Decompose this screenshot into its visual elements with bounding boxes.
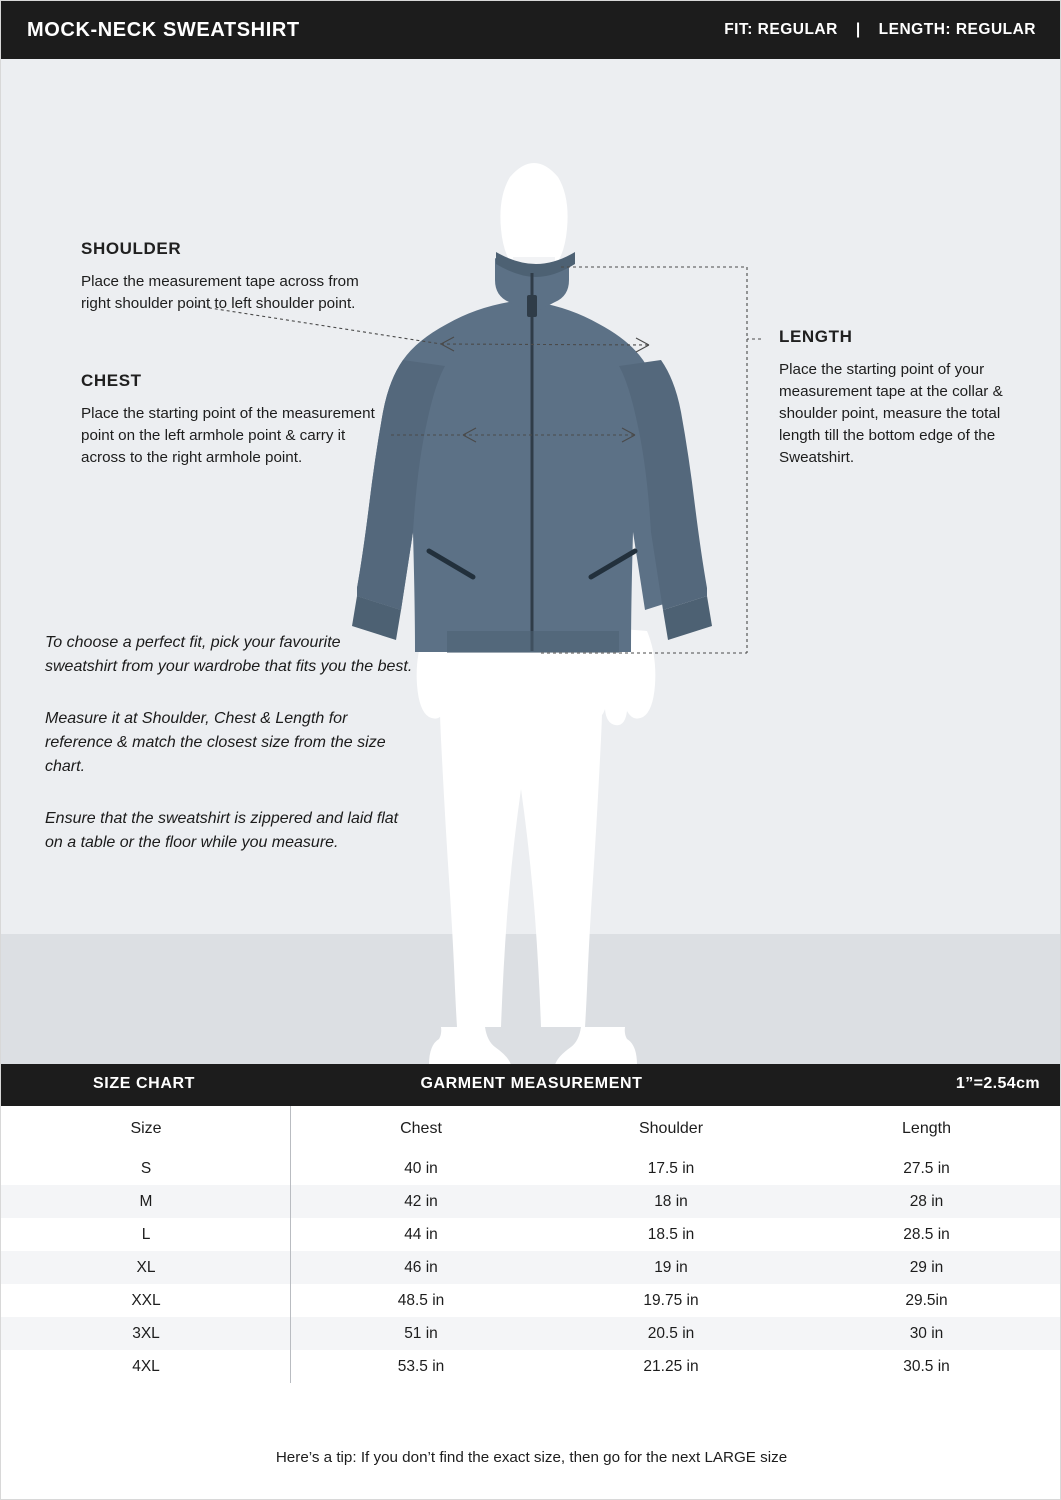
model-illustration bbox=[1, 59, 1061, 1064]
sizing-tip: Here’s a tip: If you don’t find the exact size, then go for the next LARGE size bbox=[275, 1449, 788, 1466]
fit-label: FIT: REGULAR bbox=[724, 21, 838, 38]
measuring-notes bbox=[45, 631, 415, 855]
table-header-row bbox=[1, 1106, 1061, 1152]
col-header-size: Size bbox=[1, 1106, 291, 1152]
table-row bbox=[1, 1251, 1061, 1284]
size-chart-label: SIZE CHART bbox=[93, 1075, 195, 1092]
cell-length: 28.5 in bbox=[903, 1225, 950, 1243]
callout-shoulder-title: SHOULDER bbox=[81, 239, 182, 258]
col-header-chest: Chest bbox=[400, 1120, 442, 1137]
note-3: Ensure that the sweatshirt is zippered and laid flat on a table or the floor while you measure. bbox=[45, 810, 399, 851]
page-title: MOCK-NECK SWEATSHIRT bbox=[27, 18, 300, 41]
size-chart-header bbox=[1, 1064, 1061, 1106]
size-table bbox=[1, 1106, 1061, 1383]
cell-size: XXL bbox=[1, 1284, 291, 1317]
cell-length: 28 in bbox=[909, 1192, 944, 1210]
cell-shoulder: 19.75 in bbox=[643, 1291, 699, 1309]
cell-chest: 42 in bbox=[404, 1192, 438, 1210]
sweatshirt-garment bbox=[352, 252, 712, 653]
callout-length-text: Place the starting point of your measurement tape at the collar & shoulder point, measure the total length till the bottom edge of the Sweatshirt. bbox=[779, 361, 1003, 467]
cell-size: M bbox=[1, 1185, 291, 1218]
header-attributes bbox=[724, 21, 1036, 39]
table-row bbox=[1, 1284, 1061, 1317]
table-row bbox=[1, 1185, 1061, 1218]
cell-shoulder: 18 in bbox=[654, 1192, 688, 1210]
cell-length: 30 in bbox=[909, 1324, 944, 1342]
callout-length bbox=[779, 327, 1039, 469]
cell-size: S bbox=[1, 1152, 291, 1185]
cell-size: 4XL bbox=[1, 1350, 291, 1383]
cell-length: 27.5 in bbox=[903, 1159, 950, 1177]
cell-shoulder: 19 in bbox=[654, 1258, 688, 1276]
cell-size: XL bbox=[1, 1251, 291, 1284]
callout-chest-text: Place the starting point of the measurement point on the left armhole point & carry it across to the right armhole point. bbox=[81, 405, 375, 467]
cell-chest: 40 in bbox=[404, 1159, 438, 1177]
callout-shoulder bbox=[81, 239, 381, 315]
callout-shoulder-text: Place the measurement tape across from right shoulder point to left shoulder point. bbox=[81, 273, 359, 313]
note-2: Measure it at Shoulder, Chest & Length for reference & match the closest size from the size chart. bbox=[45, 710, 386, 775]
cell-shoulder: 20.5 in bbox=[647, 1324, 695, 1342]
header-separator: | bbox=[855, 21, 861, 38]
garment-measurement-label: GARMENT MEASUREMENT bbox=[420, 1075, 643, 1092]
illustration-panel bbox=[1, 59, 1061, 1064]
cell-shoulder: 18.5 in bbox=[647, 1225, 695, 1243]
col-header-shoulder: Shoulder bbox=[638, 1120, 704, 1137]
cell-shoulder: 17.5 in bbox=[647, 1159, 695, 1177]
table-row bbox=[1, 1350, 1061, 1383]
callout-length-title: LENGTH bbox=[779, 327, 853, 346]
length-label: LENGTH: REGULAR bbox=[878, 21, 1036, 38]
table-row bbox=[1, 1218, 1061, 1251]
col-header-length: Length bbox=[902, 1120, 951, 1137]
cell-length: 29.5in bbox=[905, 1291, 948, 1309]
cell-shoulder: 21.25 in bbox=[643, 1357, 699, 1375]
table-row bbox=[1, 1317, 1061, 1350]
cell-length: 29 in bbox=[909, 1258, 944, 1276]
callout-chest-title: CHEST bbox=[81, 371, 142, 390]
cell-length: 30.5 in bbox=[903, 1357, 950, 1375]
cell-chest: 44 in bbox=[404, 1225, 438, 1243]
cell-chest: 48.5 in bbox=[397, 1291, 445, 1309]
cell-size: L bbox=[1, 1218, 291, 1251]
note-1: To choose a perfect fit, pick your favourite sweatshirt from your wardrobe that fits you the best. bbox=[45, 634, 413, 675]
table-row bbox=[1, 1152, 1061, 1185]
cell-size: 3XL bbox=[1, 1317, 291, 1350]
cell-chest: 46 in bbox=[404, 1258, 438, 1276]
cell-chest: 53.5 in bbox=[397, 1357, 445, 1375]
cell-chest: 51 in bbox=[404, 1324, 438, 1342]
unit-conversion-label: 1”=2.54cm bbox=[955, 1075, 1040, 1092]
callout-chest bbox=[81, 371, 381, 469]
page-header bbox=[1, 1, 1061, 59]
